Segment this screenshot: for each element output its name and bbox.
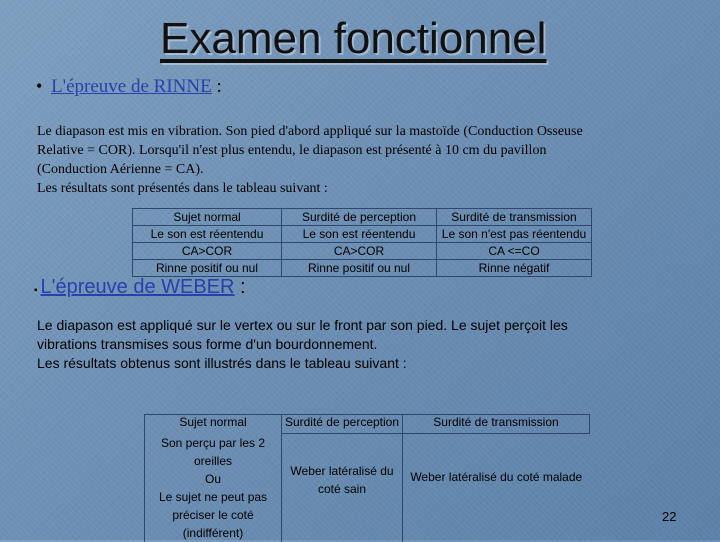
table-header: Sujet normal bbox=[145, 415, 282, 434]
weber-line: Les résultats obtenus sont illustrés dans le tableau suivant : bbox=[37, 355, 407, 371]
cell-line: coté sain bbox=[317, 481, 367, 496]
table-cell-normal bbox=[145, 433, 282, 542]
weber-colon: : bbox=[234, 276, 246, 298]
rinne-line: Le diapason est mis en vibration. Son pied d'abord appliqué sur la mastoïde (Conduction Osseuse bbox=[37, 124, 583, 139]
square-bullet-icon: ▪ bbox=[34, 285, 38, 296]
table-row bbox=[145, 433, 590, 542]
table-cell: Rinne positif ou nul bbox=[282, 260, 437, 277]
cell-line: Weber latéralisé du bbox=[290, 463, 394, 478]
cell-line: (indifférent) bbox=[182, 526, 244, 540]
weber-heading bbox=[34, 276, 246, 299]
rinne-line: Relative = COR). Lorsqu'il n'est plus entendu, le diapason est présenté à 10 cm du pavillon bbox=[37, 143, 547, 158]
table-row bbox=[133, 209, 592, 226]
page-number: 22 bbox=[662, 509, 677, 524]
table-header: Surdité de transmission bbox=[403, 415, 590, 434]
weber-description bbox=[37, 316, 568, 373]
table-cell: Le son est réentendu bbox=[282, 226, 437, 243]
rinne-colon: : bbox=[211, 76, 222, 97]
slide-title: Examen fonctionnel bbox=[160, 14, 547, 63]
weber-link[interactable]: L'épreuve de WEBER bbox=[40, 276, 235, 298]
rinne-line: Les résultats sont présentés dans le tableau suivant : bbox=[37, 181, 328, 196]
table-cell: Le son n'est pas réentendu bbox=[437, 226, 592, 243]
table-header: Surdité de perception bbox=[282, 415, 403, 434]
table-cell: CA>COR bbox=[282, 243, 437, 260]
table-cell: Rinne négatif bbox=[437, 260, 592, 277]
cell-line: oreilles bbox=[193, 454, 232, 468]
weber-line: Le diapason est appliqué sur le vertex ou sur le front par son pied. Le sujet perçoit les bbox=[37, 317, 568, 333]
table-header: Sujet normal bbox=[133, 209, 282, 226]
rinne-line: (Conduction Aérienne = CA). bbox=[37, 162, 204, 177]
table-row bbox=[133, 260, 592, 277]
cell-line: Weber latéralisé du coté malade bbox=[410, 469, 583, 484]
table-header: Surdité de perception bbox=[282, 209, 437, 226]
table-cell-perception bbox=[282, 433, 403, 542]
table-cell-transmission bbox=[403, 433, 590, 542]
weber-line: vibrations transmises sous forme d'un bourdonnement. bbox=[37, 336, 378, 352]
table-cell: CA <=CO bbox=[437, 243, 592, 260]
table-row bbox=[133, 243, 592, 260]
cell-line: Le sujet ne peut pas bbox=[158, 490, 268, 504]
rinne-heading bbox=[36, 76, 222, 98]
cell-line: Son perçu par les 2 bbox=[160, 436, 266, 450]
bullet-icon: • bbox=[36, 76, 43, 96]
cell-line: préciser le coté bbox=[172, 508, 254, 522]
rinne-table bbox=[132, 208, 592, 277]
rinne-description bbox=[37, 122, 687, 198]
rinne-link[interactable]: L'épreuve de RINNE bbox=[51, 76, 212, 97]
table-row bbox=[145, 415, 590, 434]
cell-line: Ou bbox=[204, 472, 221, 486]
table-cell: Rinne positif ou nul bbox=[133, 260, 282, 277]
table-row bbox=[133, 226, 592, 243]
table-cell: Le son est réentendu bbox=[133, 226, 282, 243]
weber-table bbox=[144, 414, 590, 542]
table-cell: CA>COR bbox=[133, 243, 282, 260]
table-header: Surdité de transmission bbox=[437, 209, 592, 226]
